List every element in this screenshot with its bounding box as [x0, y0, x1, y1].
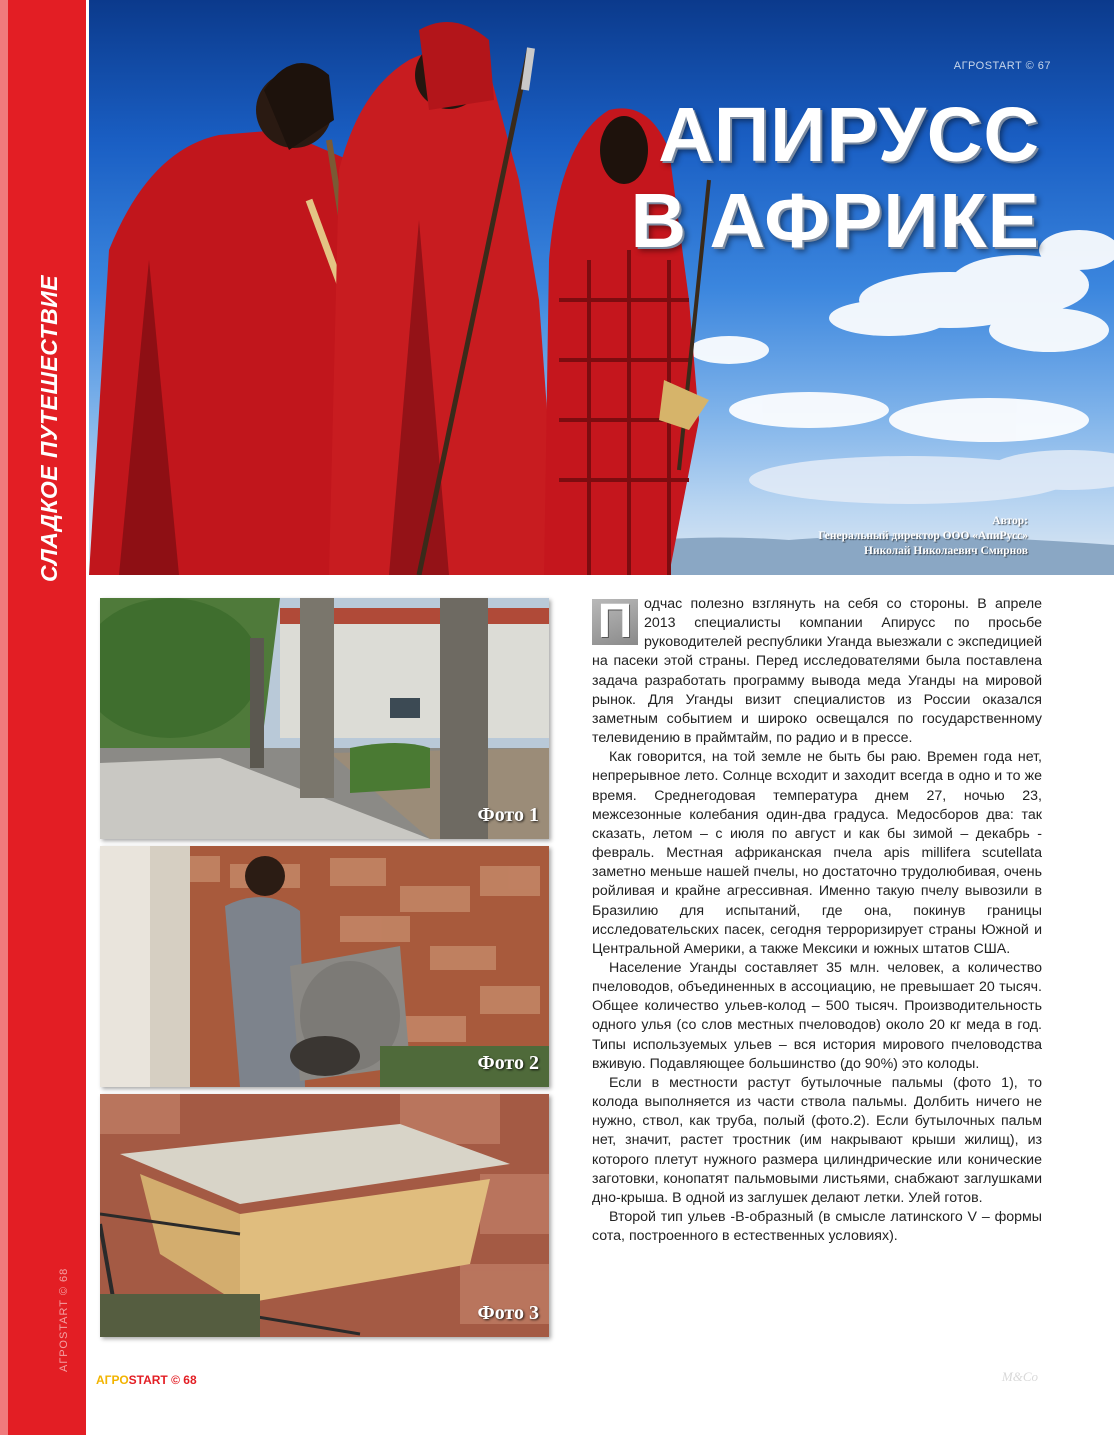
title-line-1: АПИРУСС: [658, 92, 1040, 178]
photo-3-caption: Фото 3: [477, 1302, 539, 1324]
photo-1-image: [100, 598, 549, 839]
brand-part-1: АГРО: [96, 1373, 129, 1387]
author-position: Генеральный директор ООО «АпиРусс»: [818, 530, 1028, 542]
author-credit: [818, 514, 1028, 559]
photo-3: [100, 1094, 549, 1337]
article-paragraph: Второй тип ульев -В-образный (в смысле латинского V – формы сота, построенного в естественных условиях).: [592, 1209, 1042, 1245]
photo-1-caption: Фото 1: [477, 804, 539, 826]
author-label: Автор:: [992, 515, 1028, 527]
article-paragraph: одчас полезно взглянуть на себя со стороны. В апреле 2013 специалисты компании Апирусс по просьбе руководителей республики Уганда выезжали с экспедицией на пасеки этой страны. Перед исследователями была поставлена задача разработать программу вывода меда Уганды на мировой рынок. Для Уганды визит специалистов из России оказался заметным событием и широко освещался по государственному телевидению в праймтайм, по радио и в прессе.: [592, 596, 1042, 747]
side-page-mark: АГРОSTART © 68: [58, 1267, 70, 1372]
article-body: [592, 595, 1042, 1246]
hero-illustration: [89, 0, 1114, 575]
brand-part-2: START: [128, 1373, 168, 1387]
title-line-2: В АФРИКЕ: [630, 178, 1040, 264]
photo-2-caption: Фото 2: [477, 1052, 539, 1074]
author-name: Николай Николаевич Смирнов: [864, 545, 1028, 557]
footer-brand: [96, 1373, 197, 1387]
photo-3-image: [100, 1094, 549, 1337]
article-paragraph: Если в местности растут бутылочные пальмы (фото 1), то колода выполняется из части ствола пальмы. Долбить ничего не нужно, ствол, как труба, полый (фото.2). Если бутылочных пальм нет, значит, растет тростник (им накрывают крыши жилищ), из которого плетут нужного размера цилиндрические или конические заготовки, конопатят пальмовыми листьями, снабжают заглушками дно-крыша. В одной из заглушек делают летки. Улей готов.: [592, 1074, 1042, 1206]
page-number: © 68: [171, 1373, 197, 1387]
hero-photo: [89, 0, 1114, 575]
article-title: [631, 92, 1040, 264]
footer-signature: M&Co: [1001, 1369, 1038, 1384]
section-stripe: [0, 0, 86, 1435]
article-paragraph: Как говорится, на той земле не быть бы раю. Времен года нет, непрерывное лето. Солнце всходит и заходит всегда в одно и то же время. Среднегодовая температура днем 27, ночью 23, межсезонные колебания один-два градуса. Медосборов два: так сказать, летом – с июля по август и как бы зимой – декабрь - февраль. Местная африканская пчела apis millifera scutellata заметно меньше нашей пчелы, но достаточно трудолюбивая, очень ройливая и крайне агрессивная. Именно такую пчелу вывозили в Бразилию для испытаний, где она, покинув границы исследовательских пасек, сегодня терроризирует страны Южной и Центральной Америки, а также Мексики и южных штатов США.: [592, 749, 1042, 957]
section-stripe-edge: [0, 0, 8, 1435]
article-paragraph: Население Уганды составляет 35 млн. человек, а количество пчеловодов, объединенных в ассоциацию, не превышает 20 тысяч. Общее количество ульев-колод – 500 тысяч. Производительность одного улья (со слов местных пчеловодов) около 20 кг меда в год. Типы используемых ульев – вся история мирового пчеловодства вживую. Подавляющее большинство (до 90%) это колоды.: [592, 959, 1042, 1072]
running-head: АГРОSTART © 67: [953, 60, 1051, 72]
photo-1: [100, 598, 549, 839]
photo-2-image: [100, 846, 549, 1087]
photo-2: [100, 846, 549, 1087]
section-label: СЛАДКОЕ ПУТЕШЕСТВИЕ: [36, 274, 62, 582]
drop-cap: П: [592, 599, 638, 645]
